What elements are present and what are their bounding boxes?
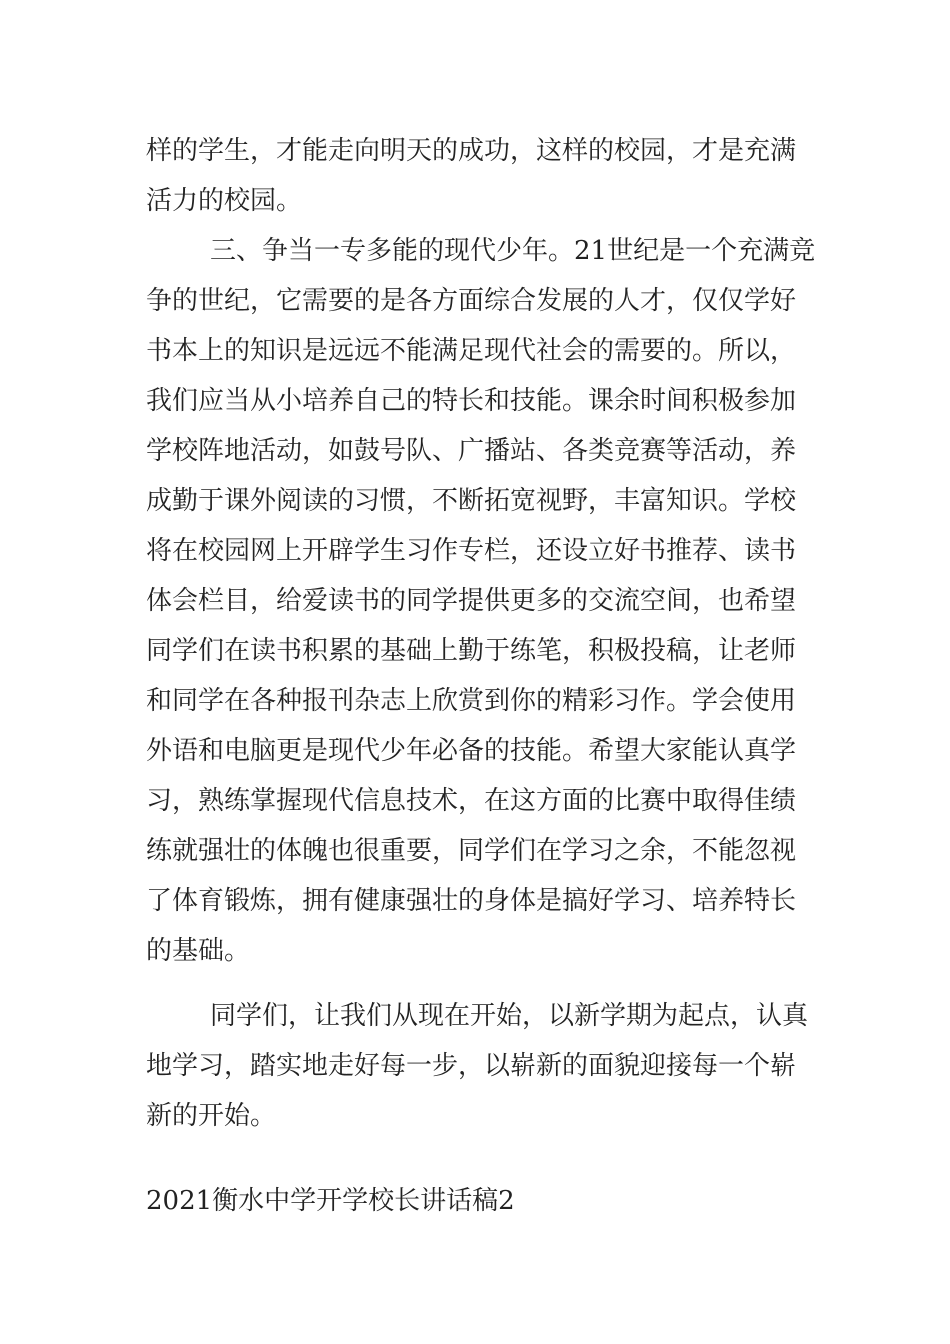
text-line: 争的世纪，它需要的是各方面综合发展的人才，仅仅学好 <box>146 286 797 316</box>
text-line: 的基础。 <box>146 936 251 966</box>
text-line: 成勤于课外阅读的习惯，不断拓宽视野，丰富知识。学校 <box>146 486 797 516</box>
text-line: 同学们在读书积累的基础上勤于练笔，积极投稿，让老师 <box>146 636 797 666</box>
text-line: 习，熟练掌握现代信息技术，在这方面的比赛中取得佳绩 <box>146 786 797 816</box>
text-line: 样的学生，才能走向明天的成功，这样的校园，才是充满 <box>146 136 797 166</box>
text-line: 外语和电脑更是现代少年必备的技能。希望大家能认真学 <box>146 736 797 766</box>
text-line: 了体育锻炼，拥有健康强壮的身体是搞好学习、培养特长 <box>146 886 797 916</box>
text-line: 我们应当从小培养自己的特长和技能。课余时间积极参加 <box>146 386 797 416</box>
text-line: 和同学在各种报刊杂志上欣赏到你的精彩习作。学会使用 <box>146 686 797 716</box>
text-line: 新的开始。 <box>146 1101 277 1131</box>
section-title: 2021衡水中学开学校长讲话稿2 <box>146 1186 515 1216</box>
text-line: 将在校园网上开辟学生习作专栏，还设立好书推荐、读书 <box>146 536 797 566</box>
text-line: 活力的校园。 <box>146 186 303 216</box>
text-line: 学校阵地活动，如鼓号队、广播站、各类竞赛等活动，养 <box>146 436 797 466</box>
text-line: 地学习，踏实地走好每一步，以崭新的面貌迎接每一个崭 <box>146 1051 797 1081</box>
text-line: 练就强壮的体魄也很重要，同学们在学习之余，不能忽视 <box>146 836 797 866</box>
text-line: 书本上的知识是远远不能满足现代社会的需要的。所以， <box>146 336 797 366</box>
paragraph-start-line: 同学们，让我们从现在开始，以新学期为起点，认真 <box>210 1001 809 1031</box>
text-line: 体会栏目，给爱读书的同学提供更多的交流空间，也希望 <box>146 586 797 616</box>
paragraph-start-line: 三、争当一专多能的现代少年。21世纪是一个充满竞 <box>210 236 816 266</box>
